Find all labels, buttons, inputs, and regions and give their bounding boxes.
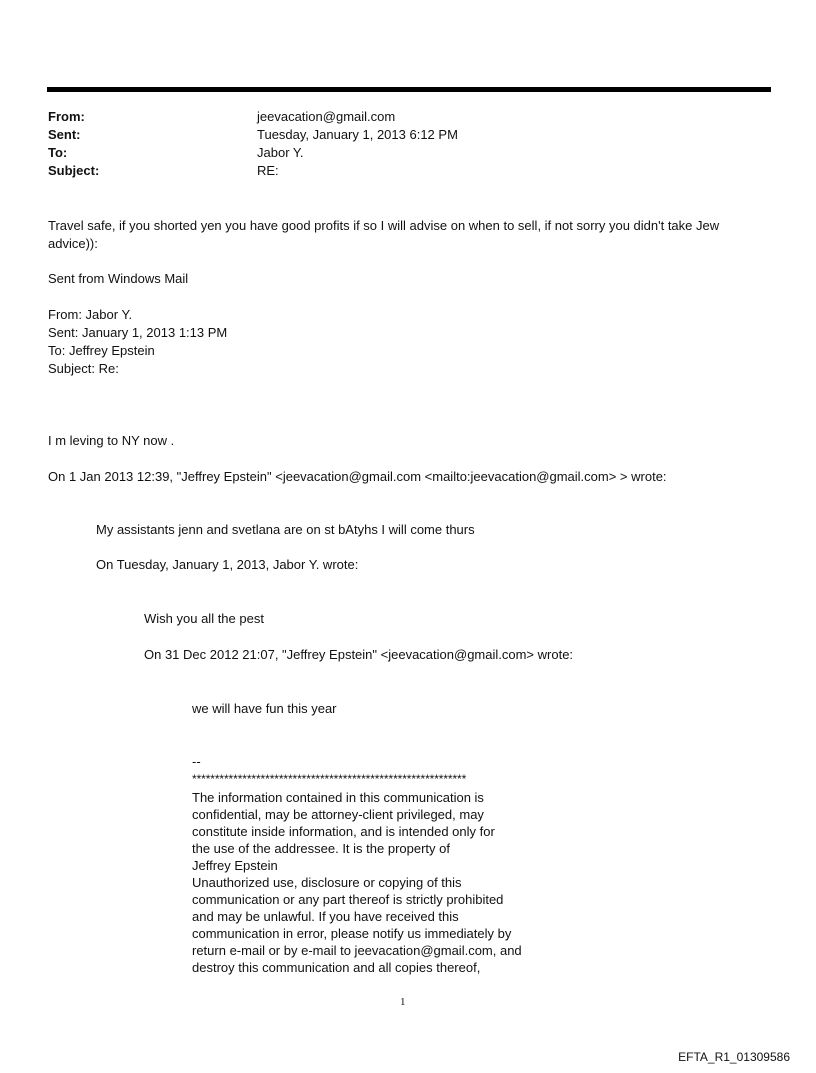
- disclaimer-line: the use of the addressee. It is the property of: [192, 841, 450, 856]
- to-label: To:: [48, 145, 68, 160]
- disclaimer-line: communication or any part thereof is strictly prohibited: [192, 892, 504, 907]
- nested-reply-attribution: On 31 Dec 2012 21:07, "Jeffrey Epstein" <jeevacation@gmail.com> wrote:: [144, 647, 574, 662]
- signature-dashes: --: [192, 754, 201, 769]
- quoted-reply-attribution: On Tuesday, January 1, 2013, Jabor Y. wrote:: [96, 557, 359, 572]
- disclaimer-line: constitute inside information, and is intended only for: [192, 824, 495, 839]
- disclaimer-line: return e-mail or by e-mail to jeevacation@gmail.com, and: [192, 943, 522, 958]
- sent-label: Sent:: [48, 127, 81, 142]
- disclaimer-line: confidential, may be attorney-client privileged, may: [192, 807, 484, 822]
- quoted-sent: Sent: January 1, 2013 1:13 PM: [48, 325, 228, 340]
- message-body: Travel safe, if you shorted yen you have good profits if so I will advise on when to sell, if not sorry you didn't take Jew advice)):: [48, 218, 720, 251]
- disclaimer-line: Jeffrey Epstein: [192, 858, 278, 873]
- quoted-subject: Subject: Re:: [48, 361, 119, 376]
- sent-value: Tuesday, January 1, 2013 6:12 PM: [257, 127, 458, 142]
- signature-line: Sent from Windows Mail: [48, 271, 189, 286]
- disclaimer-line: The information contained in this communication is: [192, 790, 484, 805]
- disclaimer-line: Unauthorized use, disclosure or copying of this: [192, 875, 462, 890]
- to-value: Jabor Y.: [257, 145, 304, 160]
- page-number: 1: [400, 996, 406, 1008]
- quoted-reply-text: My assistants jenn and svetlana are on st bAtyhs I will come thurs: [96, 522, 475, 537]
- disclaimer-line: and may be unlawful. If you have received this: [192, 909, 459, 924]
- disclaimer-line: communication in error, please notify us immediately by: [192, 926, 512, 941]
- disclaimer-line: destroy this communication and all copies thereof,: [192, 960, 481, 975]
- innermost-reply-text: we will have fun this year: [192, 701, 337, 716]
- bates-number: EFTA_R1_01309586: [678, 1050, 790, 1064]
- quoted-from: From: Jabor Y.: [48, 307, 133, 322]
- reply-attribution: On 1 Jan 2013 12:39, "Jeffrey Epstein" <jeevacation@gmail.com <mailto:jeevacation@gmail.com> > wrote:: [48, 469, 667, 484]
- signature-stars: ************************************************************: [192, 772, 467, 786]
- header-rule: [47, 87, 771, 92]
- quoted-to: To: Jeffrey Epstein: [48, 343, 155, 358]
- subject-label: Subject:: [48, 163, 100, 178]
- from-label: From:: [48, 109, 85, 124]
- from-value: jeevacation@gmail.com: [257, 109, 396, 124]
- subject-value: RE:: [257, 163, 279, 178]
- reply-text: I m leving to NY now .: [48, 433, 175, 448]
- nested-reply-text: Wish you all the pest: [144, 611, 264, 626]
